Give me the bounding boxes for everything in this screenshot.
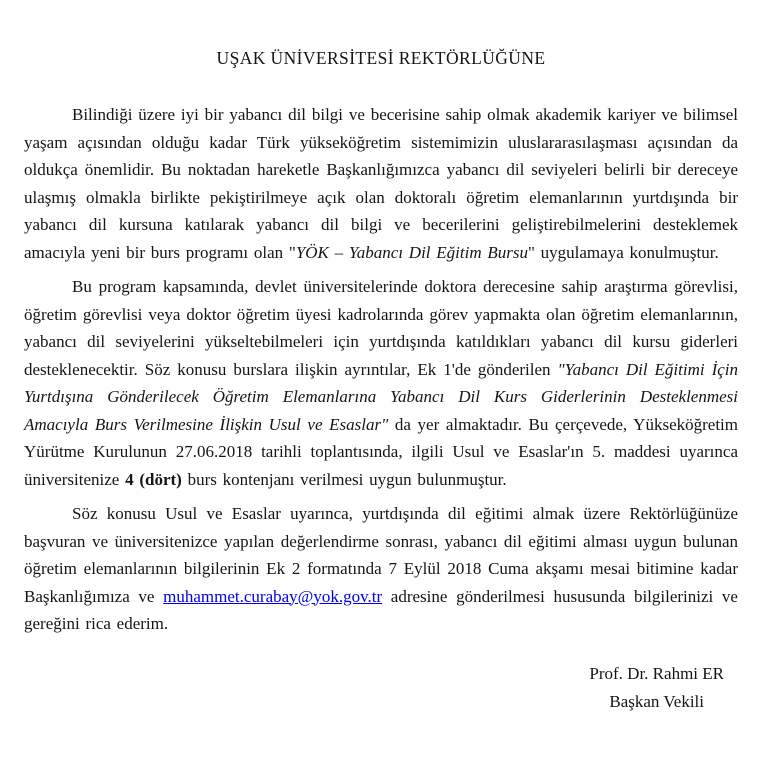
text-segment-italic: "Yabancı Dil Eğitimi İçin Yurtdışına Gönderilecek Öğretim Elemanlarına Yabancı Dil Kurs Giderlerinin Desteklenmesi Amacıyla Burs Verilmesine İlişkin Usul ve Esaslar" bbox=[24, 359, 739, 434]
signatory-name: Prof. Dr. Rahmi ER bbox=[589, 663, 724, 683]
text-segment-normal: burs kontenjanı verilmesi uygun bulunmuştur. bbox=[181, 469, 507, 489]
signature-block bbox=[589, 660, 724, 717]
email-link[interactable]: muhammet.curabay@yok.gov.tr bbox=[163, 586, 383, 606]
text-segment-normal: Bilindiği üzere iyi bir yabancı dil bilgi ve becerisine sahip olmak akademik kariyer ve bilimsel yaşam açısından olduğu kadar Türk yükseköğretim sistemimizin uluslararasılaşması açısından da oldukça önemlidir. Bu noktadan hareketle Başkanlığımızca yabancı dil seviyeleri belirli bir dereceye ulaşmış olmakla birlikte pekiştirilmeye açık olan doktoralı öğretim elemanlarının yurtdışında bir yabancı dil kursuna katılarak yabancı dil bilgi ve becerilerini geliştirebilmelerini desteklemek amacıyla yeni bir burs programı olan " bbox=[24, 105, 738, 262]
document-title: UŞAK ÜNİVERSİTESİ REKTÖRLÜĞÜNE bbox=[216, 48, 546, 68]
paragraph-request bbox=[24, 500, 738, 638]
text-segment-normal: adresine gönderilmesi hususunda bilgilerinizi ve gereğini rica ederim. bbox=[24, 586, 738, 633]
text-segment-italic: YÖK – Yabancı Dil Eğitim Bursu bbox=[295, 242, 528, 262]
signatory-title: Başkan Vekili bbox=[609, 692, 704, 711]
text-segment-normal: " uygulamaya konulmuştur. bbox=[527, 242, 719, 262]
text-segment-normal: Söz konusu Usul ve Esaslar uyarınca, yurtdışında dil eğitimi almak üzere Rektörlüğünüze başvuran ve üniversitenizce yapılan değerlendirme sonrası, yabancı dil eğitimi alması uygun bulunan öğretim elemanlarının bilgilerinin Ek 2 formatında 7 Eylül 2018 Cuma akşamı mesai bitimine kadar Başkanlığımıza ve bbox=[24, 504, 738, 606]
text-segment-normal: da yer almaktadır. Bu çerçevede, Yükseköğretim Yürütme Kurulunun 27.06.2018 tarihli toplantısında, ilgili Usul ve Esaslar'ın 5. maddesi uyarınca üniversitenize bbox=[24, 414, 738, 489]
text-segment-bold: 4 (dört) bbox=[125, 469, 182, 489]
text-segment-normal: Bu program kapsamında, devlet üniversitelerinde doktora derecesine sahip araştırma görevlisi, öğretim görevlisi veya doktor öğretim üyesi kadrolarında görev yapmakta olan öğretim elemanlarının, yabancı dil seviyelerini yükseltebilmeleri için yurtdışında katıldıkları yabancı dil kursu giderleri desteklenecektir. Söz konusu burslara ilişkin ayrıntılar, Ek 1'de gönderilen bbox=[24, 277, 738, 379]
paragraph-program-details bbox=[24, 273, 738, 493]
paragraph-intro bbox=[24, 101, 738, 266]
